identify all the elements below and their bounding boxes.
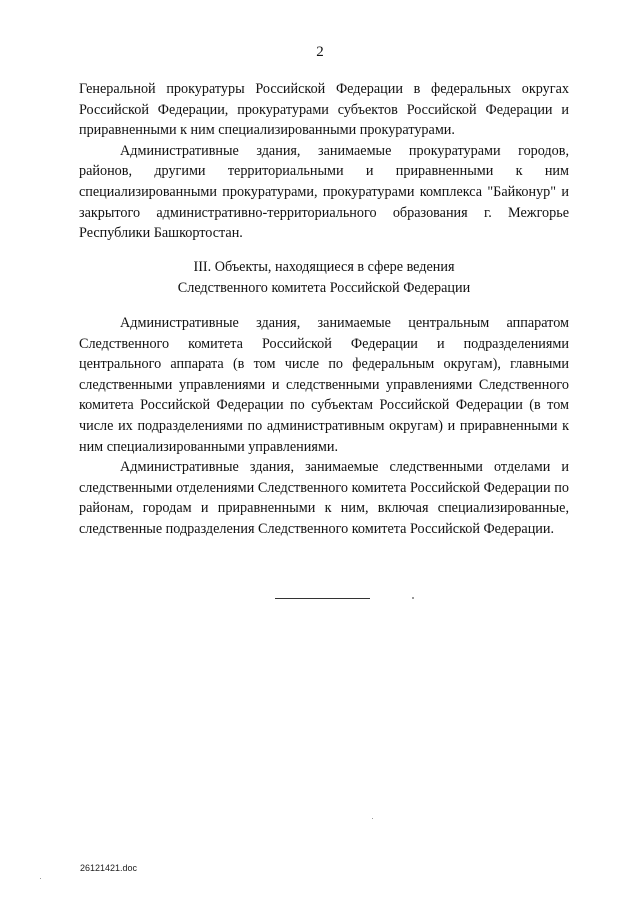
- paragraph: Административные здания, занимаемые прокуратурами городов, районов, другими территориальными и приравненными к ним специализированными прокуратурами, прокуратурами комплекса "Байконур" и закрытого административно-территориального образования г. Межгорье Республики Башкортостан.: [79, 142, 569, 242]
- section-heading-line-1: III. Объекты, находящиеся в сфере ведения: [193, 259, 455, 275]
- paragraph: Административные здания, занимаемые следственными отделами и следственными отделениями Следственного комитета Российской Федерации по районам, городам и приравненными к ним, включая специализированные, следственные подразделения Следственного комитета Российской Федерации.: [79, 459, 569, 537]
- document-id: 26121421.doc: [80, 863, 138, 873]
- section-heading-line-2: Следственного комитета Российской Федерации: [177, 279, 471, 296]
- paragraph: Административные здания, занимаемые центральным аппаратом Следственного комитета Российской Федерации и подразделениями центрального аппарата (в том числе по федеральным округам), главными следственными управлениями и следственными управлениями Следственного комитета Российской Федерации по субъектам Российской Федерации (в том числе их подразделениями по административным округам) и приравненными к ним специализированными управлениями.: [79, 315, 569, 455]
- scan-speck: [372, 818, 373, 819]
- scan-speck: [40, 878, 41, 879]
- section-heading: [79, 257, 569, 298]
- page-number: 2: [316, 44, 324, 60]
- end-separator-line: [275, 598, 370, 599]
- text-block-investigative-committee: [79, 313, 569, 540]
- text-block-prosecutors: [79, 79, 569, 244]
- paragraph-continuation: Генеральной прокуратуры Российской Федерации в федеральных округах Российской Федерации, прокуратурами субъектов Российской Федерации и приравненными к ним специализированными прокуратурами.: [79, 81, 569, 139]
- scan-speck: [412, 597, 414, 599]
